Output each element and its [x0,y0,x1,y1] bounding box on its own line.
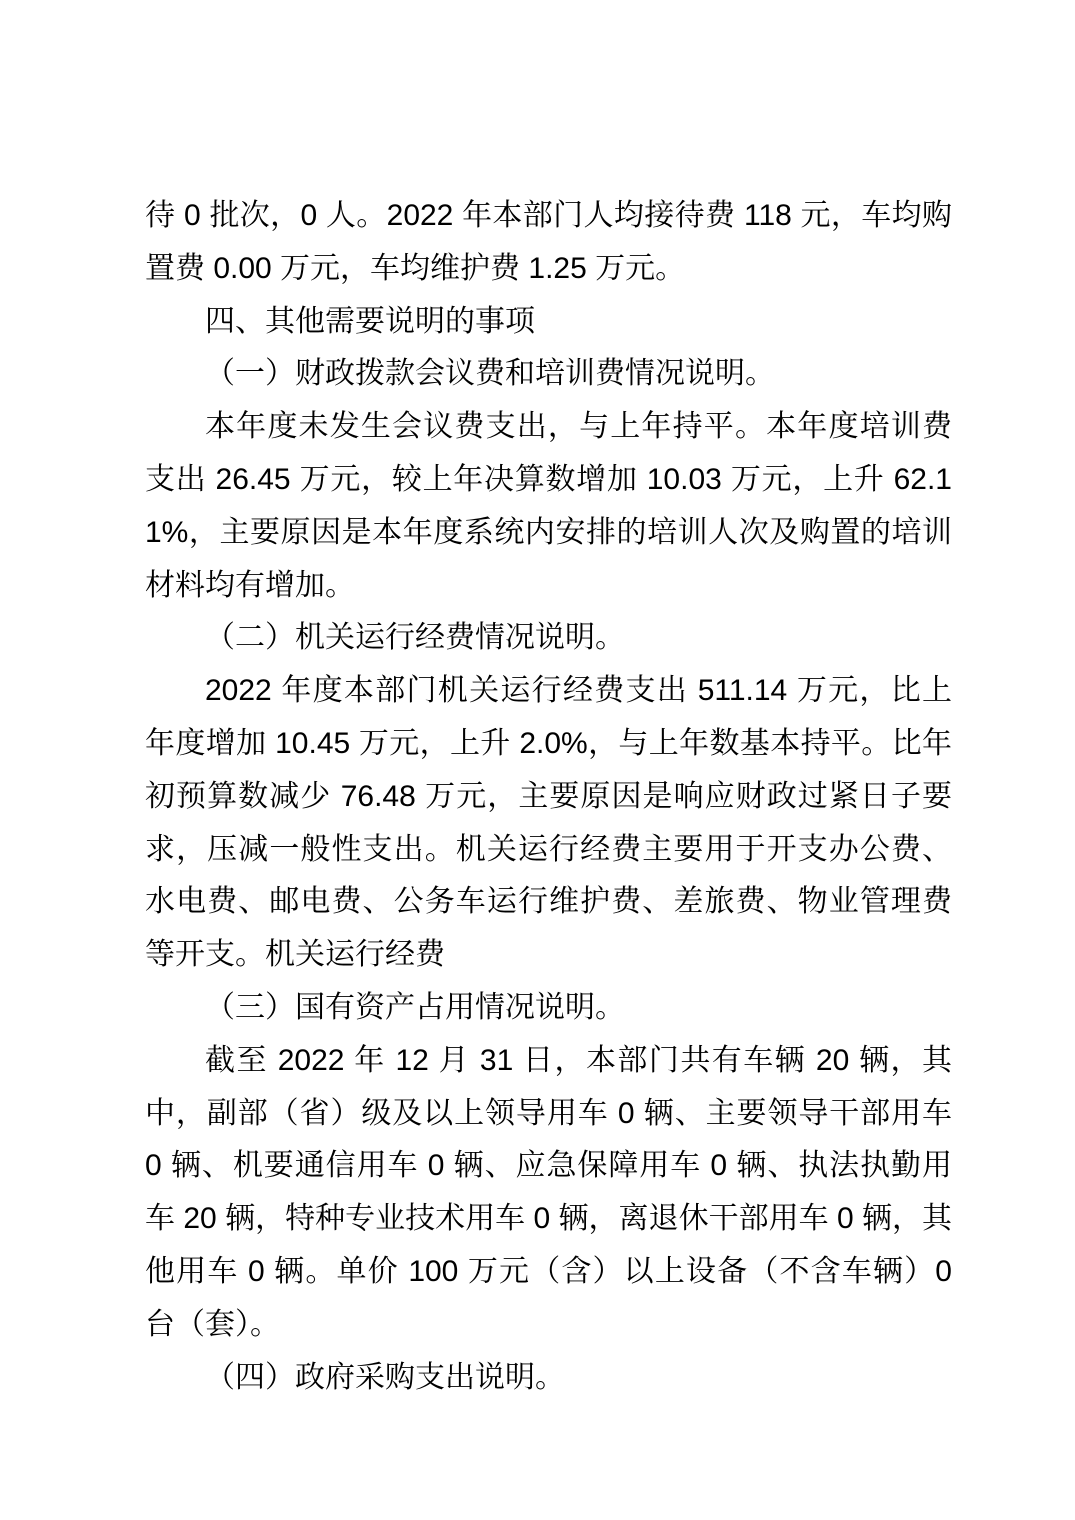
subsection-heading-meeting-training-fees: （一）财政拨款会议费和培训费情况说明。 [205,357,775,391]
paragraph-reception-stats-continuation: 待 0 批次，0 人。2022 年本部门人均接待费 118 元，车均购置费 0.00 万元，车均维护费 1.25 万元。 [145,199,952,285]
subsection-heading-government-procurement: （四）政府采购支出说明。 [205,1360,565,1394]
subsection-heading-operating-expenses: （二）机关运行经费情况说明。 [205,621,625,655]
paragraph-operating-expenses-detail: 2022 年度本部门机关运行经费支出 511.14 万元，比上年度增加 10.45 万元，上升 2.0%，与上年数基本持平。比年初预算数减少 76.48 万元，主要原因是响应财政过紧日子要求，压减一般性支出。机关运行经费主要用于开支办公费、水电费、邮电费、公务车运行维护费、差旅费、物业管理费等开支。机关运行经费 [145,674,952,972]
document-body [145,190,952,1404]
paragraph-state-assets-detail: 截至 2022 年 12 月 31 日，本部门共有车辆 20 辆，其中，副部（省）级及以上领导用车 0 辆、主要领导干部用车 0 辆、机要通信用车 0 辆、应急保障用车 0 辆、执法执勤用车 20 辆，特种专业技术用车 0 辆，离退休干部用车 0 辆，其他用车 0 辆。单价 100 万元（含）以上设备（不含车辆）0 台（套）。 [145,1043,952,1341]
section-heading-other-matters: 四、其他需要说明的事项 [205,304,535,338]
subsection-heading-state-assets: （三）国有资产占用情况说明。 [205,990,625,1024]
paragraph-meeting-training-fees-detail: 本年度未发生会议费支出，与上年持平。本年度培训费支出 26.45 万元，较上年决算数增加 10.03 万元，上升 62.11%，主要原因是本年度系统内安排的培训人次及购置的培训材料均有增加。 [145,410,952,602]
